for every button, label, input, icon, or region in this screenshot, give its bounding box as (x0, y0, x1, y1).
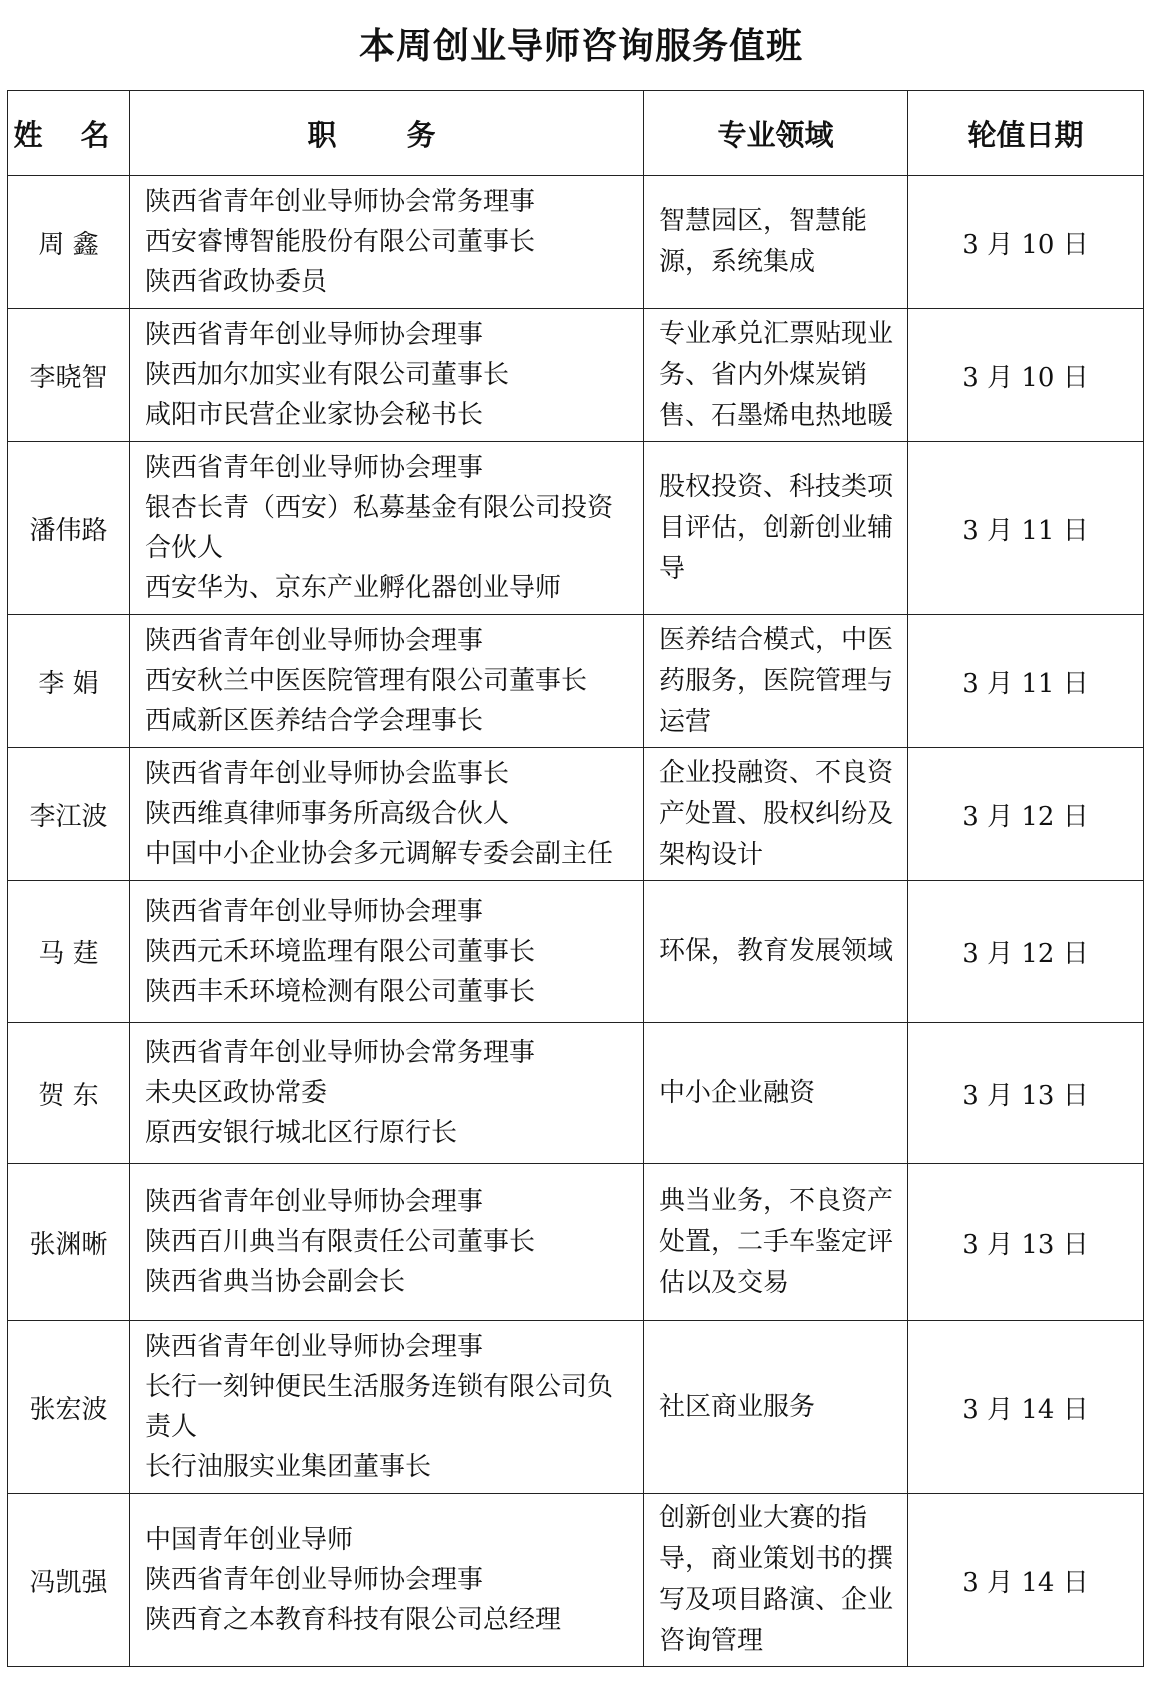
duty-line: 长行油服实业集团董事长 (145, 1452, 432, 1482)
duty-date: 3 月 11 日 (908, 442, 1144, 615)
duty-line: 陕西育之本教育科技有限公司总经理 (145, 1605, 562, 1635)
duty-line: 西安秋兰中医医院管理有限公司董事长 (145, 666, 588, 696)
mentor-field: 创新创业大赛的指导，商业策划书的撰写及项目路演、企业咨询管理 (644, 1494, 908, 1667)
mentor-duties (130, 176, 644, 309)
duty-line: 陕西维真律师事务所高级合伙人 (145, 799, 510, 829)
mentor-duties (130, 442, 644, 615)
duty-date: 3 月 10 日 (908, 176, 1144, 309)
mentor-field: 环保，教育发展领域 (644, 881, 908, 1023)
duty-line: 陕西省青年创业导师协会理事 (145, 896, 484, 927)
duty-line: 长行一刻钟便民生活服务连锁有限公司负责人 (145, 1372, 614, 1442)
mentor-name: 李 娟 (8, 615, 130, 748)
table-row (8, 1321, 1144, 1494)
mentor-field: 企业投融资、不良资产处置、股权纠纷及架构设计 (644, 748, 908, 881)
duty-date: 3 月 12 日 (908, 748, 1144, 881)
duty-line: 陕西省青年创业导师协会监事长 (145, 759, 510, 789)
table-body (8, 176, 1144, 1667)
header-duty: 职 务 (130, 91, 644, 176)
duty-line: 陕西省青年创业导师协会理事 (145, 320, 484, 350)
mentor-name: 贺 东 (8, 1023, 130, 1164)
header-name: 姓 名 (8, 91, 130, 176)
mentor-field: 社区商业服务 (644, 1321, 908, 1494)
mentor-field: 专业承兑汇票贴现业务、省内外煤炭销售、石墨烯电热地暖 (644, 309, 908, 442)
duty-line: 陕西加尔加实业有限公司董事长 (145, 360, 510, 390)
duty-line: 陕西省青年创业导师协会常务理事 (145, 1038, 536, 1068)
duty-line: 陕西丰禾环境检测有限公司董事长 (145, 976, 536, 1007)
table-row (8, 615, 1144, 748)
mentor-duties (130, 615, 644, 748)
mentor-field: 医养结合模式，中医药服务，医院管理与运营 (644, 615, 908, 748)
table-row (8, 881, 1144, 1023)
duty-date: 3 月 13 日 (908, 1023, 1144, 1164)
mentor-duties (130, 1023, 644, 1164)
table-row (8, 442, 1144, 615)
table-header-row (8, 91, 1144, 176)
duty-line: 中国青年创业导师 (145, 1525, 354, 1555)
duty-line: 陕西省青年创业导师协会理事 (145, 1332, 484, 1362)
duty-line: 陕西省政协委员 (145, 267, 328, 297)
table-row (8, 1023, 1144, 1164)
header-date: 轮值日期 (908, 91, 1144, 176)
mentor-duties (130, 1494, 644, 1667)
header-field: 专业领域 (644, 91, 908, 176)
mentor-duties (130, 309, 644, 442)
duty-line: 未央区政协常委 (145, 1078, 328, 1108)
duty-date: 3 月 10 日 (908, 309, 1144, 442)
duty-line: 陕西省青年创业导师协会常务理事 (145, 187, 536, 217)
mentor-field: 股权投资、科技类项目评估，创新创业辅导 (644, 442, 908, 615)
duty-date: 3 月 13 日 (908, 1164, 1144, 1321)
table-row (8, 309, 1144, 442)
duty-date: 3 月 14 日 (908, 1494, 1144, 1667)
mentor-name: 张宏波 (8, 1321, 130, 1494)
duty-line: 陕西省青年创业导师协会理事 (145, 626, 484, 656)
duty-line: 中国中小企业协会多元调解专委会副主任 (145, 839, 614, 869)
table-row (8, 1494, 1144, 1667)
duty-line: 陕西省青年创业导师协会理事 (145, 1187, 484, 1217)
mentor-field: 典当业务，不良资产处置，二手车鉴定评估以及交易 (644, 1164, 908, 1321)
duty-schedule-table (7, 90, 1144, 1667)
table-row (8, 176, 1144, 309)
duty-date: 3 月 12 日 (908, 881, 1144, 1023)
mentor-duties (130, 881, 644, 1023)
table-row (8, 748, 1144, 881)
duty-line: 西咸新区医养结合学会理事长 (145, 706, 484, 736)
mentor-name: 冯凯强 (8, 1494, 130, 1667)
mentor-name: 张渊晰 (8, 1164, 130, 1321)
duty-line: 西安睿博智能股份有限公司董事长 (145, 227, 536, 257)
duty-line: 陕西省典当协会副会长 (145, 1267, 406, 1297)
duty-line: 咸阳市民营企业家协会秘书长 (145, 400, 484, 430)
duty-line: 银杏长青（西安）私募基金有限公司投资合伙人 (145, 493, 614, 563)
duty-date: 3 月 14 日 (908, 1321, 1144, 1494)
mentor-duties (130, 1164, 644, 1321)
duty-line: 原西安银行城北区行原行长 (145, 1118, 458, 1148)
duty-date: 3 月 11 日 (908, 615, 1144, 748)
mentor-field: 智慧园区，智慧能源，系统集成 (644, 176, 908, 309)
mentor-duties (130, 748, 644, 881)
mentor-name: 李晓智 (8, 309, 130, 442)
duty-line: 陕西元禾环境监理有限公司董事长 (145, 936, 536, 967)
page-title: 本周创业导师咨询服务值班 (358, 26, 803, 67)
duty-line: 陕西省青年创业导师协会理事 (145, 453, 484, 483)
table-row (8, 1164, 1144, 1321)
mentor-name: 李江波 (8, 748, 130, 881)
mentor-name: 马 莛 (8, 881, 130, 1023)
mentor-field: 中小企业融资 (644, 1023, 908, 1164)
mentor-name: 周 鑫 (8, 176, 130, 309)
duty-line: 陕西省青年创业导师协会理事 (145, 1565, 484, 1595)
duty-line: 陕西百川典当有限责任公司董事长 (145, 1227, 536, 1257)
mentor-name: 潘伟路 (8, 442, 130, 615)
mentor-duties (130, 1321, 644, 1494)
duty-line: 西安华为、京东产业孵化器创业导师 (145, 573, 562, 603)
